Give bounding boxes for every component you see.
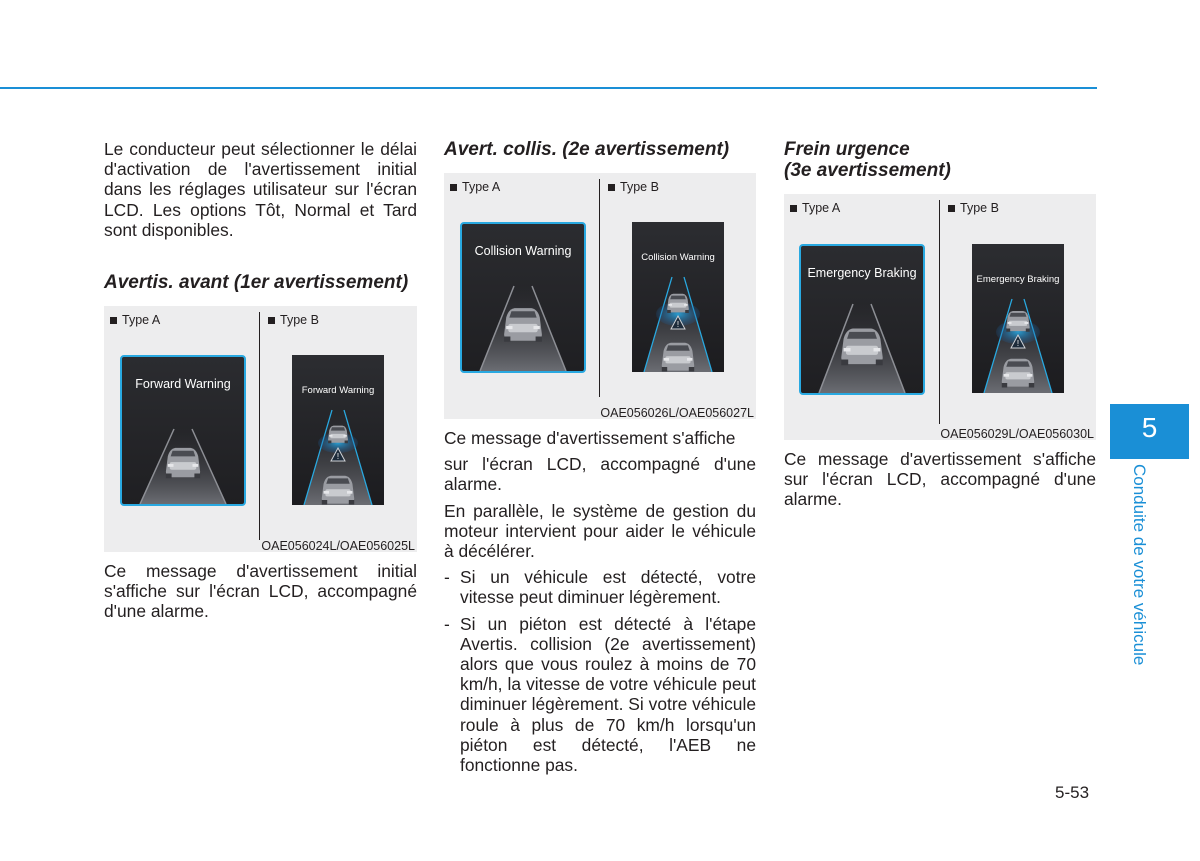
road-car-warning-illustration <box>972 244 1064 393</box>
section-heading-emergency-braking: Frein urgence (3e avertissement) <box>784 139 951 181</box>
lcd-screen-type-b <box>292 355 384 505</box>
paragraph: sur l'écran LCD, accompagné d'une alarme. <box>444 454 756 495</box>
svg-text:!: ! <box>676 320 680 329</box>
chapter-number: 5 <box>1141 412 1158 443</box>
lcd-message: Forward Warning <box>135 377 231 391</box>
square-bullet-icon <box>608 184 615 191</box>
chapter-title-vertical: Conduite de votre véhicule <box>1130 464 1149 666</box>
square-bullet-icon <box>268 317 275 324</box>
square-bullet-icon <box>110 317 117 324</box>
figure-label-type-b: Type B <box>268 313 319 327</box>
collision-warning-text <box>444 428 756 781</box>
road-car-illustration <box>122 357 244 504</box>
list-item: - Si un véhicule est détecté, votre vitesse peut diminuer légèrement. <box>444 567 756 607</box>
caption-forward-warning: Ce message d'avertissement initial s'affiche sur l'écran LCD, accompagné d'une alarme. <box>104 561 417 622</box>
road-car-illustration <box>462 224 584 371</box>
figure-label-type-a: Type A <box>110 313 160 327</box>
paragraph: En parallèle, le système de gestion du moteur intervient pour aider le véhicule à décélérer. <box>444 500 756 562</box>
lcd-message: Collision Warning <box>474 244 572 258</box>
figure-code: OAE056024L/OAE056025L <box>261 539 415 553</box>
figure-forward-warning <box>104 306 417 552</box>
square-bullet-icon <box>948 205 955 212</box>
figure-divider <box>599 179 600 397</box>
page-number: 5-53 <box>1055 783 1090 802</box>
intro-paragraph: Le conducteur peut sélectionner le délai d'activation de l'avertissement initial dans les réglages utilisateur sur l'écran LCD. Les options Tôt, Normal et Tard sont disponibles. <box>104 139 417 240</box>
header-rule <box>0 87 1097 89</box>
paragraph-line: Ce message d'avertissement s'affiche <box>444 428 736 448</box>
figure-divider <box>939 200 940 424</box>
lcd-message: Collision Warning <box>641 252 715 263</box>
figure-label-type-a: Type A <box>790 201 840 215</box>
lcd-screen-type-a <box>120 355 246 506</box>
road-car-warning-illustration <box>292 355 384 505</box>
figure-divider <box>259 312 260 540</box>
lcd-message: Emergency Braking <box>976 274 1060 285</box>
svg-text:!: ! <box>336 452 340 461</box>
lcd-message: Emergency Braking <box>807 266 917 280</box>
lcd-screen-type-a <box>460 222 586 373</box>
square-bullet-icon <box>450 184 457 191</box>
bullet-list <box>444 567 756 775</box>
lcd-screen-type-b <box>632 222 724 372</box>
square-bullet-icon <box>790 205 797 212</box>
section-heading-forward-warning: Avertis. avant (1er avertissement) <box>104 272 409 293</box>
figure-label-type-b: Type B <box>608 180 659 194</box>
list-item: - Si un piéton est détecté à l'étape Avertis. collision (2e avertissement) alors que vous roulez à moins de 70 km/h, la vitesse de votre véhicule peut diminuer légèrement. Si votre véhicule roule à plus de 70 km/h lorsqu'un piéton est détecté, l'AEB ne fonctionne pas. <box>444 614 756 776</box>
lcd-screen-type-b <box>972 244 1064 393</box>
chapter-tab <box>1110 404 1189 459</box>
figure-code: OAE056029L/OAE056030L <box>940 427 1094 441</box>
road-car-illustration <box>801 246 923 393</box>
caption-emergency-braking: Ce message d'avertissement s'affiche sur l'écran LCD, accompagné d'une alarme. <box>784 449 1096 510</box>
section-heading-collision-warning: Avert. collis. (2e avertissement) <box>444 139 730 160</box>
column-1 <box>104 139 417 240</box>
lcd-screen-type-a <box>799 244 925 395</box>
figure-emergency-braking <box>784 194 1096 440</box>
figure-label-type-a: Type A <box>450 180 500 194</box>
road-car-warning-illustration <box>632 222 724 372</box>
svg-text:!: ! <box>1016 339 1020 348</box>
figure-collision-warning <box>444 173 756 419</box>
figure-label-type-b: Type B <box>948 201 999 215</box>
lcd-message: Forward Warning <box>301 385 375 396</box>
figure-code: OAE056026L/OAE056027L <box>600 406 754 420</box>
